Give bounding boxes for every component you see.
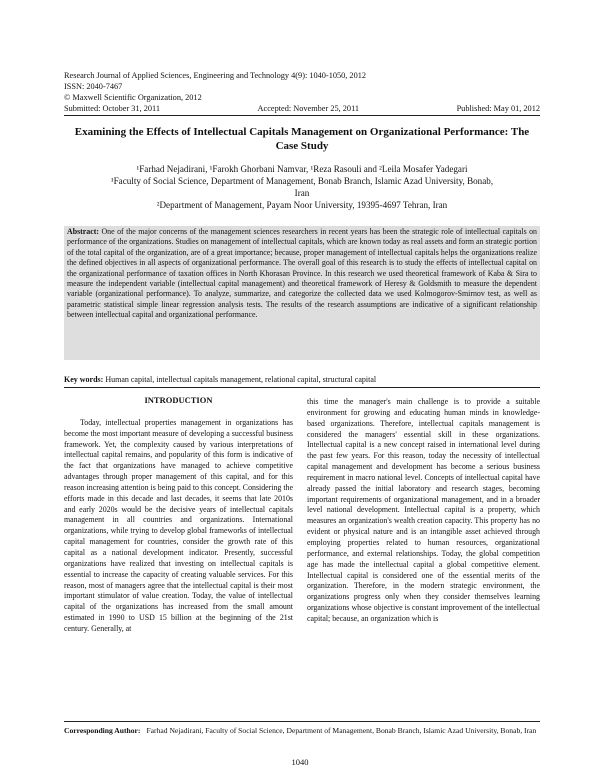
copyright: © Maxwell Scientific Organization, 2012	[64, 93, 202, 102]
issn: ISSN: 2040-7467	[64, 82, 123, 91]
footnote-label: Corresponding Author:	[64, 726, 141, 735]
accepted-date: Accepted: November 25, 2011	[257, 104, 360, 113]
journal-header	[64, 70, 540, 114]
affiliation-1: ¹Faculty of Social Science, Department of Management, Bonab Branch, Islamic Azad University, Bonab, Iran	[110, 176, 494, 198]
keywords-text: Human capital, intellectual capitals management, relational capital, structural capital	[105, 375, 377, 384]
header-divider	[64, 115, 540, 116]
corresponding-author-note	[64, 726, 540, 736]
submitted-date: Submitted: October 31, 2011	[64, 104, 161, 113]
author-block	[64, 163, 540, 211]
keywords	[64, 375, 540, 385]
affiliation-2: ²Department of Management, Payam Noor University, 19395-4697 Tehran, Iran	[156, 200, 448, 210]
footnote-text: Farhad Nejadirani, Faculty of Social Science, Department of Management, Bonab Branch, Islamic Azad University, Bonab, Iran	[146, 726, 537, 735]
abstract-label: Abstract:	[67, 227, 99, 236]
abstract	[67, 227, 537, 321]
abstract-text: One of the major concerns of the management sciences researchers in recent years has been the strategic role of intellectual capitals on performance of the organizations. Studies on management of intellectual capitals, which are known today as real assets and form an strategic portion of the total capital of the organization, are of a great importance; because, proper management of intellectual capitals helps the organizations realize the defined objectives in all aspects of organizational performance. The overall goal of this research is to study the effects of intellectual capital on the organizational performance of taxation offices in North Khorasan Province. In this research we used theoretical framework of Kaba & Sira to measure the independent variable (intellectual capital management) and theoretical framework of Heresy & Goldsmith to measure the dependent variable (organizational performance). To analyze, summarize, and categorize the collected data we used Kolmogorov-Smirnov test, as well as parametric statistical simple linear regression analysis tests. The results of the research assumptions are indicative of a significant relationship between intellectual capital and organizational performance.	[67, 227, 537, 320]
journal-citation: Research Journal of Applied Sciences, Engineering and Technology 4(9): 1040-1050, 2012	[64, 71, 367, 80]
left-column	[64, 395, 293, 635]
paper-title: Examining the Effects of Intellectual Capitals Management on Organizational Performance: The Case Study	[74, 126, 530, 152]
footnote-divider	[64, 721, 540, 722]
page-number: 1040	[291, 757, 309, 767]
keywords-label: Key words:	[64, 375, 104, 384]
published-date: Published: May 01, 2012	[456, 104, 540, 113]
author-names: ¹Farhad Nejadirani, ¹Farokh Ghorbani Namvar, ¹Reza Rasouli and ²Leila Mosafer Yadegari	[136, 164, 468, 174]
section-heading: INTRODUCTION	[144, 395, 213, 405]
date-line	[64, 103, 540, 114]
right-column	[307, 397, 540, 625]
intro-paragraph-left: Today, intellectual properties management in organizations has become the most important measure of developing a successful business framework. Yet, the complexity caused by various interpretations of intellectual capital remains, and popularity of this form is indicative of the fact that organizations have managed to achieve competitive advantages through proper management of this capital, and for this reason increasing attention is being paid to this concept. Considering the efforts made in this decade and last decades, it seems that late 2010s and early 2020s would be the decisive years of intellectual capitals management in all countries and organizations. International organizations, while trying to develop global frameworks of intellectual capital management for countries, consider the growth rate of this capital as a national development indicator. Presently, successful organizations have realized that investing on intellectual capitals is essential to increase the capacity of creating valuable services. For this reason, most of managers agree that the intellectual capital is their most important stimulator of value creation. Today, the value of intellectual capital of the organizations has increased from the small amount estimated in 1990 to USD 15 billion at the beginning of the 21st century. Generally, at	[64, 417, 293, 633]
keywords-divider	[64, 387, 540, 388]
intro-paragraph-right: this time the manager's main challenge is to provide a suitable environment for growing and educating human minds in knowledge-based organizations. Therefore, intellectual capitals management is considered the managers' essential skill in these organizations. Intellectual capital is a new concept raised in international level during the past few years. For this reason, today the necessity of intellectual capital management and development has become a serious business requirement in macro national level. Concepts of intellectual capital have already passed the initial laboratory and research stages, becoming important requirements of organizational management, and in a broader level national development. Intellectual capital is a property, which measures an organization's wealth creation capacity. This property has no evident or physical nature and is an intangible asset achieved through employing properties related to human resources, organizational performance, and external relationships. Today, the global competition age has made the intellectual capital a global competitive element. Intellectual capital is considered one of the essential merits of the organization. Therefore, in the modern strategic environment, the organizations progress only when they consider themselves learning organizations whose objective is constant improvement of the intellectual capital; because, an organization which is	[307, 397, 540, 623]
